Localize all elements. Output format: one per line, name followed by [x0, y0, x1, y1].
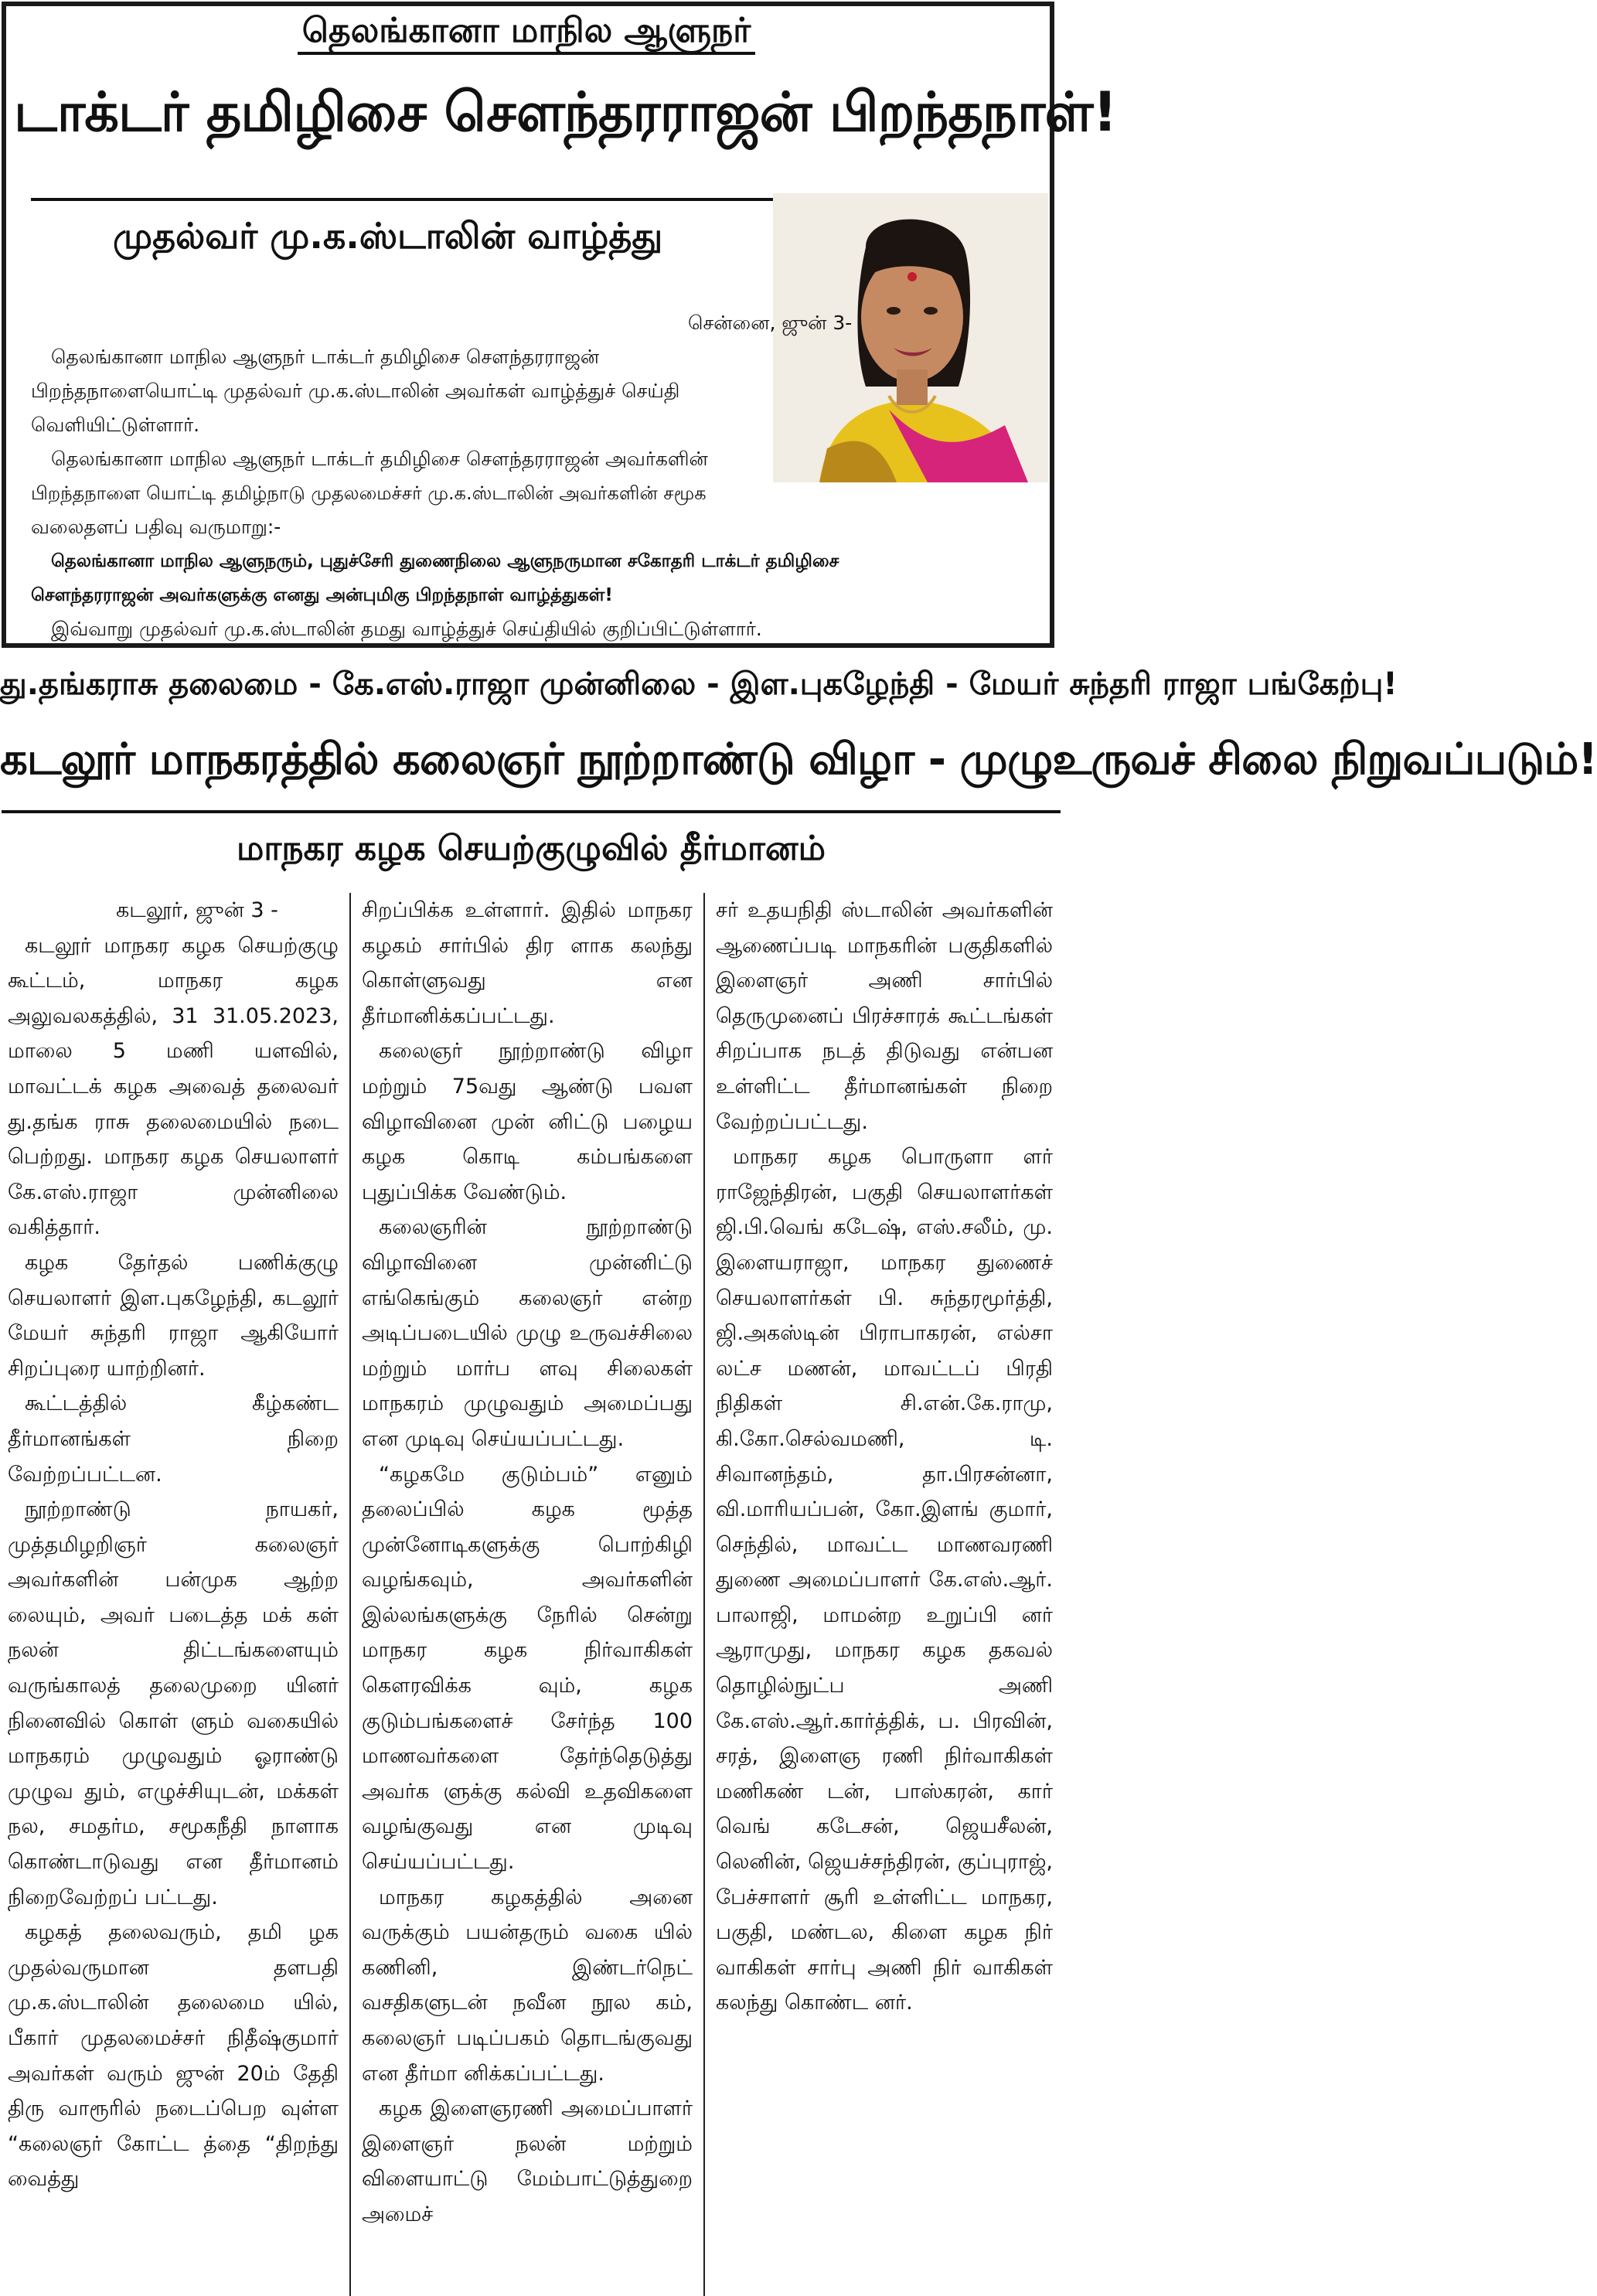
body-line: பிறந்தநாளையொட்டி முதல்வர் மு.க.ஸ்டாலின் அவர்கள் வாழ்த்துச் செய்தி	[31, 380, 680, 402]
dateline: சென்னை, ஜுன் 3-	[688, 312, 853, 334]
paragraph: கழக தேர்தல் பணிக்குழு செயலாளர் இள.புகழேந்தி, கடலூர் மேயர் சுந்தரி ராஜா ஆகியோர் சிறப்புரை யாற்றினர்.	[8, 1250, 339, 1381]
paragraph: கழக இளைஞரணி அமைப்பாளர் இளைஞர் நலன் மற்றும் விளையாட்டு மேம்பாட்டுத்துறை அமைச்	[362, 2097, 693, 2226]
article-kicker: து.தங்கராசு தலைமை - கே.எஸ்.ராஜா முன்னிலை - இள.புகழேந்தி - மேயர் சுந்தரி ராஜா பங்கேற்பு!	[0, 666, 1398, 702]
body-line: வலைதளப் பதிவு வருமாறு:-	[31, 516, 281, 538]
body-line: இவ்வாறு முதல்வர் மு.க.ஸ்டாலின் தமது வாழ்த்துச் செய்தியில் குறிப்பிட்டுள்ளார்.	[51, 618, 762, 640]
body-line: வெளியிட்டுள்ளார்.	[31, 414, 200, 436]
column-separator	[349, 893, 351, 2296]
body-line: தெலங்கானா மாநில ஆளுநர் டாக்டர் தமிழிசை சௌந்தரராஜன்	[51, 346, 600, 368]
body-line: பிறந்தநாளை யொட்டி தமிழ்நாடு முதலமைச்சர் மு.க.ஸ்டாலின் அவர்களின் சமூக	[31, 482, 707, 504]
dateline: கடலூர், ஜுன் 3 -	[116, 898, 278, 922]
column-3	[716, 893, 1053, 2021]
paragraph: சிறப்பிக்க உள்ளார். இதில் மாநகர கழகம் சார்பில் திர ளாக கலந்து கொள்ளுவது என தீர்மானிக்கப்பட்டது.	[362, 898, 693, 1028]
divider	[31, 198, 773, 201]
paragraph: கடலூர் மாநகர கழக செயற்குழு கூட்டம், மாநகர கழக அலுவலகத்தில், 31 31.05.2023, மாலை 5 மணி யளவில், மாவட்டக் கழக அவைத் தலைவர் து.தங்க ராசு தலைமையில் நடை பெற்றது. மாநகர கழக செயலாளர் கே.எஸ்.ராஜா முன்னிலை வகித்தார்.	[8, 933, 339, 1240]
paragraph: கழகத் தலைவரும், தமி ழக முதல்வருமான தளபதி மு.க.ஸ்டாலின் தலைமை யில், பீகார் முதலமைச்சர் நிதீஷ்குமார் அவர்கள் வரும் ஜுன் 20ம் தேதி திரு வாரூரில் நடைப்பெற வுள்ள “கலைஞர் கோட்ட த்தை “திறந்து வைத்து	[8, 1920, 339, 2192]
body-line: தெலங்கானா மாநில ஆளுநர் டாக்டர் தமிழிசை சௌந்தரராஜன் அவர்களின்	[51, 448, 708, 470]
paragraph: கலைஞர் நூற்றாண்டு விழா மற்றும் 75வது ஆண்டு பவள விழாவினை முன் னிட்டு பழைய கழக கொடி கம்பங்களை புதுப்பிக்க வேண்டும்.	[362, 1039, 693, 1204]
paragraph: கூட்டத்தில் கீழ்கண்ட தீர்மானங்கள் நிறை வேற்றப்பட்டன.	[8, 1392, 339, 1487]
paragraph: மாநகர கழக பொருளா ளர் ராஜேந்திரன், பகுதி செயலாளர்கள் ஜி.பி.வெங் கடேஷ், எஸ்.சலீம், மு. இளையராஜா, மாநகர துணைச் செயலாளர்கள் பி. சுந்தரமூர்த்தி, ஜி.அகஸ்டின் பிராபாகரன், எல்சா லட்ச மணன், மாவட்டப் பிரதி நிதிகள் சி.என்.கே.ராமு, கி.கோ.செல்வமணி, டி. சிவானந்தம், தா.பிரசன்னா, வி.மாரியப்பன், கோ.இளங் குமார், செந்தில், மாவட்ட மாணவரணி துணை அமைப்பாளர் கே.எஸ்.ஆர். பாலாஜி, மாமன்ற உறுப்பி னர் ஆராமுது, மாநகர கழக தகவல் தொழில்நுட்ப அணி கே.எஸ்.ஆர்.கார்த்திக், ப. பிரவின், சரத், இளைஞ ரணி நிர்வாகிகள் மணிகண் டன், பாஸ்கரன், கார் வெங் கடேசன், ஜெயசீலன், லெனின், ஜெயச்சந்திரன், குப்புராஜ், பேச்சாளர் சூரி உள்ளிட்ட மாநகர, பகுதி, மண்டல, கிளை கழக நிர் வாகிகள் சார்பு அணி நிர் வாகிகள் கலந்து கொண்ட னர்.	[716, 1145, 1053, 2015]
article-title: டாக்டர் தமிழிசை சௌந்தரராஜன் பிறந்தநாள்!	[14, 80, 1117, 144]
column-separator	[703, 893, 705, 2296]
paragraph: மாநகர கழகத்தில் அனை வருக்கும் பயன்தரும் வகை யில் கணினி, இண்டர்நெட் வசதிகளுடன் நவீன நூல கம், கலைஞர் படிப்பகம் தொடங்குவது என தீர்மா னிக்கப்பட்டது.	[362, 1885, 693, 2086]
article-headline: கடலூர் மாநகரத்தில் கலைஞர் நூற்றாண்டு விழா - முழுஉருவச் சிலை நிறுவப்படும்!	[0, 734, 1597, 785]
column-2	[362, 893, 693, 2233]
quote-line: சௌந்தரராஜன் அவர்களுக்கு எனது அன்புமிகு பிறந்தநாள் வாழ்த்துகள்!	[31, 585, 613, 605]
paragraph: “கழகமே குடும்பம்” எனும் தலைப்பில் கழக மூத்த முன்னோடிகளுக்கு பொற்கிழி வழங்கவும், அவர்களின் இல்லங்களுக்கு நேரில் சென்று மாநகர கழக நிர்வாகிகள் கௌரவிக்க வும், கழக குடும்பங்களைச் சேர்ந்த 100 மாணவர்களை தேர்ந்தெடுத்து அவர்க ளுக்கு கல்வி உதவிகளை வழங்குவது என முடிவு செய்யப்பட்டது.	[362, 1462, 693, 1875]
paragraph: சர் உதயநிதி ஸ்டாலின் அவர்களின் ஆணைப்படி மாநகரின் பகுதிகளில் இளைஞர் அணி சார்பில் தெருமுனைப் பிரச்சாரக் கூட்டங்கள் சிறப்பாக நடத் திடுவது என்பன உள்ளிட்ட தீர்மானங்கள் நிறை வேற்றப்பட்டது.	[716, 898, 1053, 1134]
article-kicker: தெலங்கானா மாநில ஆளுநர்	[0, 11, 1053, 55]
divider	[2, 810, 1061, 813]
article-subhead: மாநகர கழக செயற்குழுவில் தீர்மானம்	[237, 829, 826, 868]
column-1	[8, 893, 339, 2197]
quote-line: தெலங்கானா மாநில ஆளுநரும், புதுச்சேரி துணைநிலை ஆளுநருமான சகோதரி டாக்டர் தமிழிசை	[51, 551, 839, 571]
paragraph: நூற்றாண்டு நாயகர், முத்தமிழறிஞர் கலைஞர் அவர்களின் பன்முக ஆற்ற லையும், அவர் படைத்த மக் கள் நலன் திட்டங்களையும் வருங்காலத் தலைமுறை யினர் நினைவில் கொள் ளும் வகையில் மாநகரம் முழுவதும் ஓராண்டு முழுவ தும், எழுச்சியுடன், மக்கள் நல, சமதர்ம, சமூகநீதி நாளாக கொண்டாடுவது என தீர்மானம் நிறைவேற்றப் பட்டது.	[8, 1497, 339, 1909]
paragraph: கலைஞரின் நூற்றாண்டு விழாவினை முன்னிட்டு எங்கெங்கும் கலைஞர் என்ற அடிப்படையில் முழு உருவச்சிலை மற்றும் மார்ப ளவு சிலைகள் மாநகரம் முழுவதும் அமைப்பது என முடிவு செய்யப்பட்டது.	[362, 1215, 693, 1451]
article-subtitle: முதல்வர் மு.க.ஸ்டாலின் வாழ்த்து	[113, 215, 663, 257]
